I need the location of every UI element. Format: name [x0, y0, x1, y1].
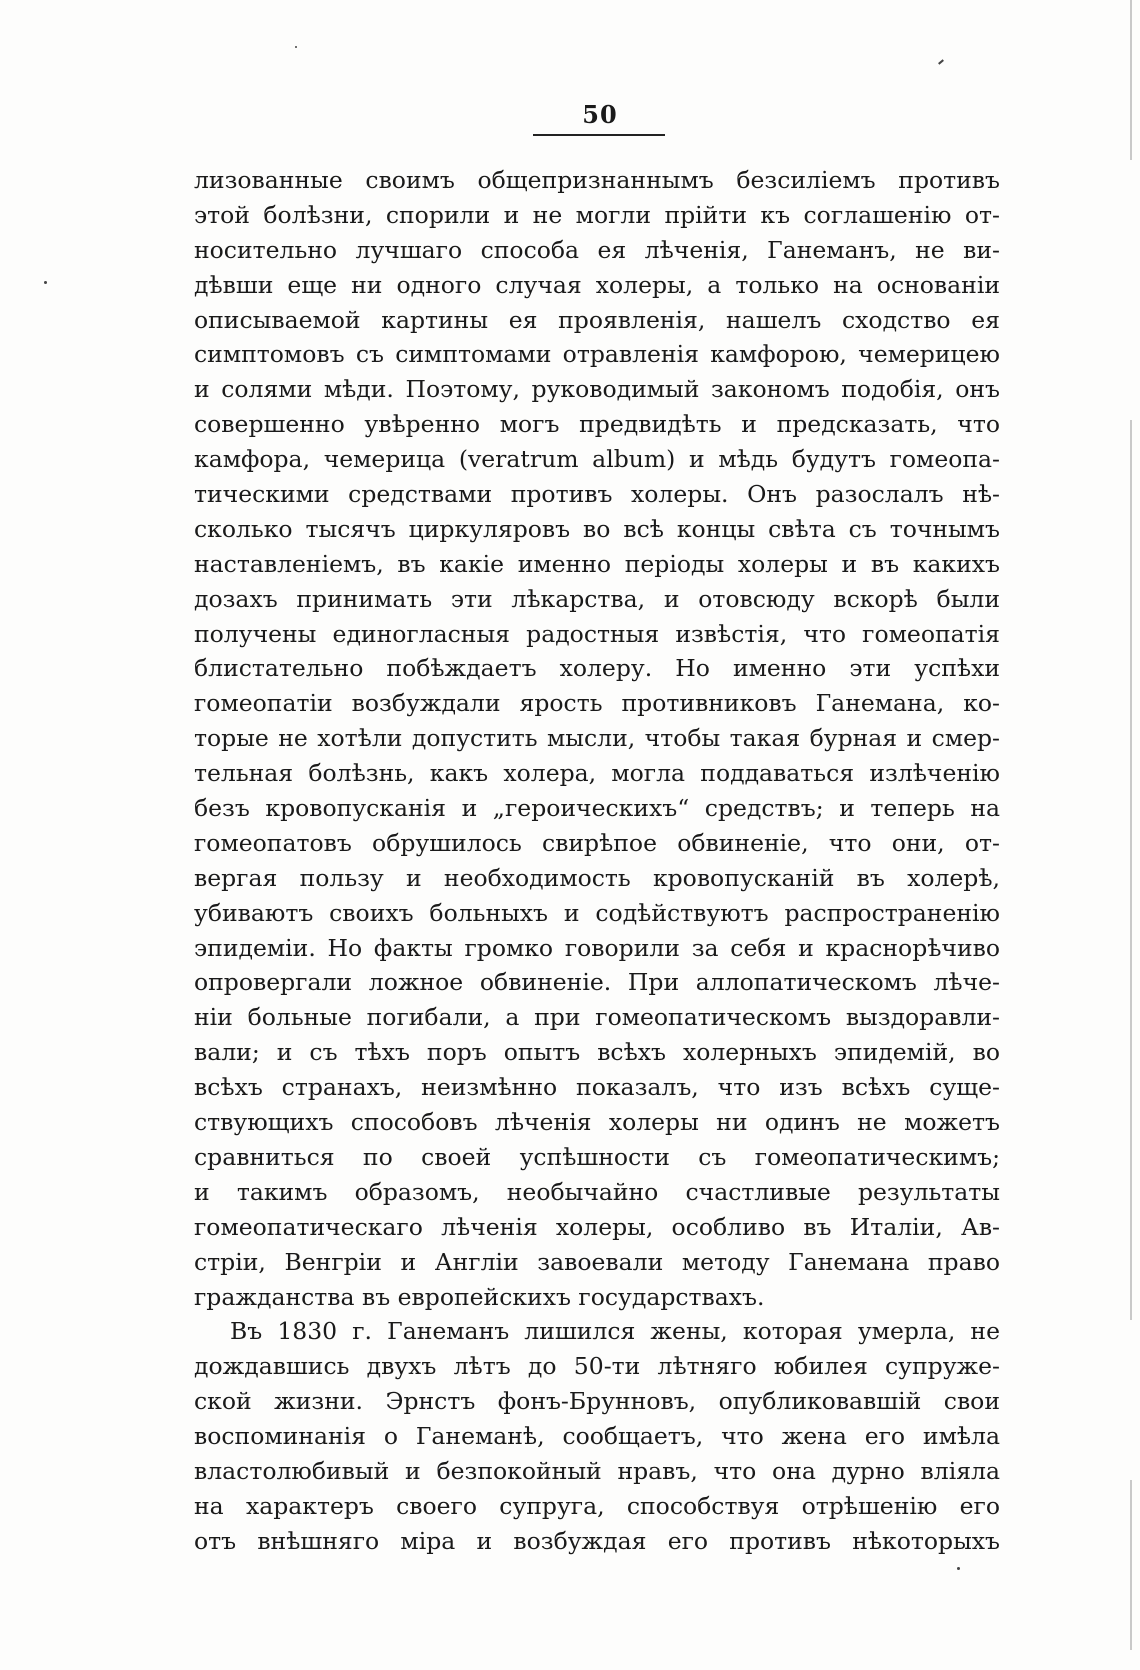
scan-speck [295, 46, 297, 48]
text-line: гомеопатіи возбуждали ярость противниковъ Ганемана, ко- [194, 689, 1000, 718]
text-line: отъ внѣшняго міра и возбуждая его противъ нѣкоторыхъ [194, 1526, 1000, 1555]
text-line: гомеопатическаго лѣченія холеры, особливо въ Италіи, Ав- [194, 1212, 1000, 1241]
scan-speck [938, 59, 944, 64]
text-line: дозахъ принимать эти лѣкарства, и отовсюду вскорѣ были [194, 584, 1000, 613]
text-line: и солями мѣди. Поэтому, руководимый закономъ подобія, онъ [194, 375, 1000, 404]
text-line: носительно лучшаго способа ея лѣченія, Ганеманъ, не ви- [194, 235, 1000, 264]
text-line: воспоминанія о Ганеманѣ, сообщаетъ, что жена его имѣла [194, 1422, 1000, 1451]
paragraph [194, 1314, 1000, 1558]
text-line: совершенно увѣренно могъ предвидѣть и предсказать, что [194, 410, 1000, 439]
text-line: ской жизни. Эрнстъ фонъ-Брунновъ, опубликовавшій свои [194, 1387, 1000, 1416]
scan-speck [44, 281, 47, 284]
text-line: всѣхъ странахъ, неизмѣнно показалъ, что изъ всѣхъ суще- [194, 1073, 1000, 1102]
text-line: лизованные своимъ общепризнаннымъ безсиліемъ противъ [194, 166, 1000, 194]
text-line: дождавшись двухъ лѣтъ до 50-ти лѣтняго юбилея супруже- [194, 1352, 1000, 1381]
text-line: гражданства въ европейскихъ государствахъ. [194, 1282, 765, 1311]
text-line: вергая пользу и необходимость кровопусканій въ холерѣ, [194, 863, 1000, 892]
body-text [194, 163, 1000, 1559]
text-line: сравниться по своей успѣшности съ гомеопатическимъ; [194, 1142, 1000, 1171]
text-line: этой болѣзни, спорили и не могли прійти къ соглашенію от- [194, 200, 1000, 229]
page-number: 50 [582, 100, 618, 129]
text-line: дѣвши еще ни одного случая холеры, а только на основаніи [194, 270, 1000, 299]
text-line: ніи больные погибали, а при гомеопатическомъ выздоравли- [194, 1003, 1000, 1032]
text-line: стріи, Венгріи и Англіи завоевали методу Ганемана право [194, 1247, 1000, 1276]
text-line: получены единогласныя радостныя извѣстія, что гомеопатія [194, 619, 1000, 648]
text-line: сколько тысячъ циркуляровъ во всѣ концы свѣта съ точнымъ [194, 514, 1000, 543]
text-line: безъ кровопусканія и „героическихъ“ средствъ; и теперь на [194, 794, 1000, 823]
text-line: ствующихъ способовъ лѣченія холеры ни одинъ не можетъ [194, 1108, 1000, 1137]
scan-edge-line [1130, 420, 1132, 1320]
text-line: гомеопатовъ обрушилось свирѣпое обвиненіе, что они, от- [194, 828, 1000, 857]
text-line: торые не хотѣли допустить мысли, чтобы такая бурная и смер- [194, 724, 1000, 753]
text-line: наставленіемъ, въ какіе именно періоды холеры и въ какихъ [194, 549, 1000, 578]
text-line: описываемой картины ея проявленія, нашелъ сходство ея [194, 305, 1000, 334]
text-line: Въ 1830 г. Ганеманъ лишился жены, которая умерла, не [230, 1317, 1000, 1346]
text-line: властолюбивый и безпокойный нравъ, что она дурно вліяла [194, 1456, 1000, 1485]
text-line: убиваютъ своихъ больныхъ и содѣйствуютъ распространенію [194, 898, 1000, 927]
text-line: блистательно побѣждаетъ холеру. Но именно эти успѣхи [194, 654, 1000, 683]
paragraph [194, 163, 1000, 1314]
text-line: симптомовъ съ симптомами отравленія камфорою, чемерицею [194, 340, 1000, 369]
text-line: тическими средствами противъ холеры. Онъ разослалъ нѣ- [194, 480, 1000, 509]
text-line: камфора, чемерица (veratrum album) и мѣдь будутъ гомеопа- [194, 445, 1000, 474]
text-line: вали; и съ тѣхъ поръ опытъ всѣхъ холерныхъ эпидемій, во [194, 1038, 1000, 1067]
scan-edge-line [1130, 1480, 1132, 1650]
scan-speck [957, 1567, 960, 1570]
text-line: на характеръ своего супруга, способствуя отрѣшенію его [194, 1491, 1000, 1520]
text-line: опровергали ложное обвиненіе. При аллопатическомъ лѣче- [194, 968, 1000, 997]
text-line: тельная болѣзнь, какъ холера, могла поддаваться излѣченію [194, 759, 1000, 788]
scan-edge-line [1130, 0, 1132, 160]
text-line: эпидеміи. Но факты громко говорили за себя и краснорѣчиво [194, 933, 1000, 962]
page-number-rule [533, 134, 665, 136]
text-line: и такимъ образомъ, необычайно счастливые результаты [194, 1177, 1000, 1206]
